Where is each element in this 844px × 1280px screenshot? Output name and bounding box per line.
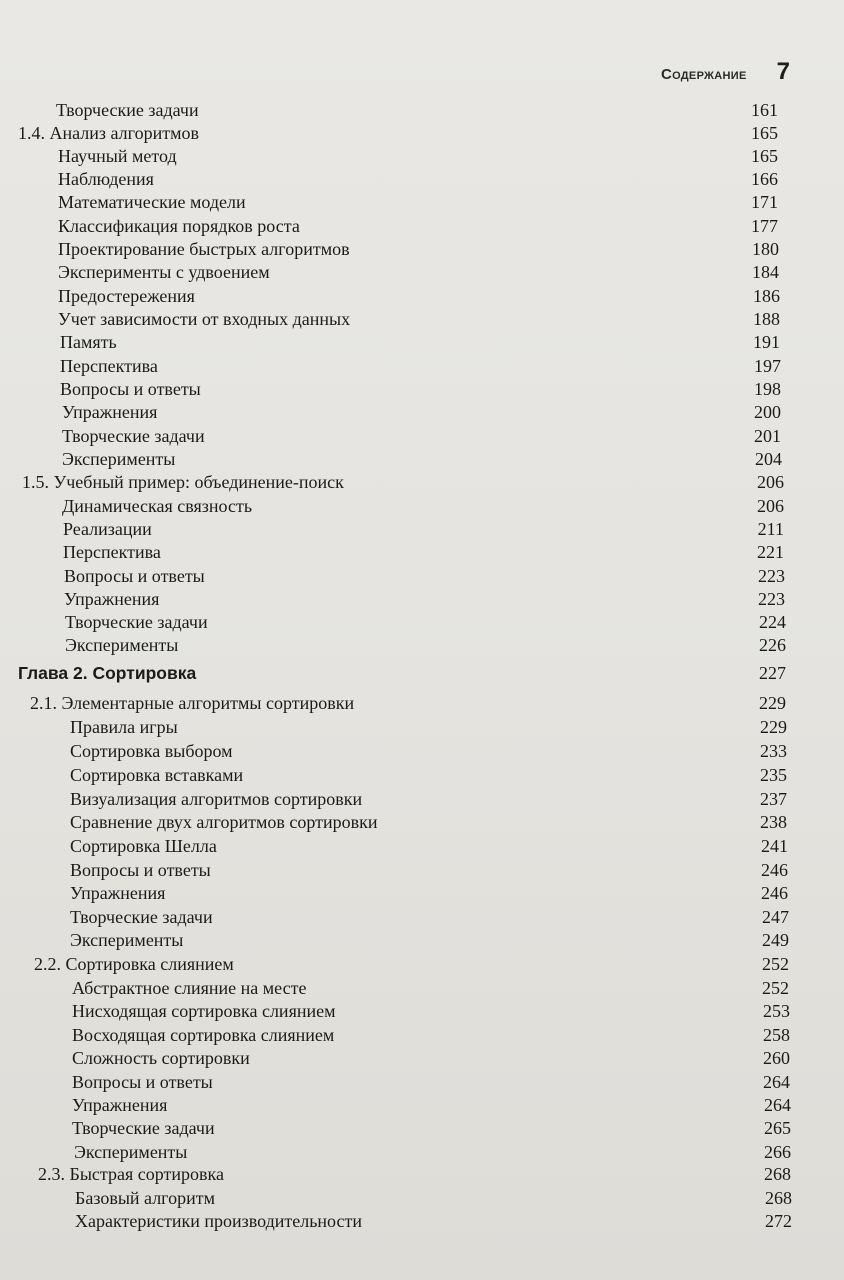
- toc-entry-title: Восходящая сортировка слиянием: [72, 1025, 335, 1045]
- toc-entry-page: 237: [760, 789, 787, 809]
- toc-entry-page: 268: [764, 1164, 791, 1184]
- toc-entry-page: 204: [755, 449, 782, 469]
- toc-entry-title: Классификация порядков роста: [58, 216, 300, 236]
- toc-entry-page: 229: [760, 717, 787, 737]
- toc-row: [0, 612, 844, 635]
- toc-row: [0, 1118, 844, 1141]
- toc-entry-page: 233: [760, 741, 787, 761]
- toc-row: [0, 717, 844, 740]
- toc-entry-title: Абстрактное слияние на месте: [72, 978, 307, 998]
- toc-row: [0, 216, 844, 239]
- toc-row: [0, 1164, 844, 1187]
- page-number: 7: [776, 58, 790, 85]
- toc-row: [0, 309, 844, 332]
- toc-entry-title: Упражнения: [62, 402, 158, 422]
- toc-row: [0, 192, 844, 215]
- toc-entry-title: Эксперименты: [62, 449, 176, 469]
- toc-row: [0, 286, 844, 309]
- toc-entry-page: 252: [762, 978, 789, 998]
- toc-entry-title: 2.3. Быстрая сортировка: [38, 1164, 224, 1184]
- toc-entry-title: Характеристики производительности: [75, 1211, 362, 1231]
- toc-entry-page: 200: [754, 402, 781, 422]
- toc-entry-page: 165: [751, 146, 778, 166]
- toc-row: [0, 542, 844, 565]
- toc-entry-page: 180: [752, 239, 779, 259]
- toc-entry-page: 264: [764, 1095, 791, 1115]
- toc-entry-title: Учет зависимости от входных данных: [58, 309, 351, 329]
- toc-entry-title: Перспектива: [60, 356, 158, 376]
- toc-row: [0, 1211, 844, 1234]
- toc-entry-page: 227: [759, 663, 786, 683]
- toc-entry-page: 246: [761, 860, 788, 880]
- toc-row: [0, 978, 844, 1001]
- toc-entry-page: 166: [751, 169, 778, 189]
- toc-entry-title: Творческие задачи: [62, 426, 205, 446]
- toc-row: [0, 765, 844, 788]
- toc-entry-page: 264: [763, 1072, 790, 1092]
- toc-row: [0, 954, 844, 977]
- toc-row: [0, 589, 844, 612]
- toc-entry-title: Эксперименты: [65, 635, 179, 655]
- toc-entry-title: Научный метод: [58, 146, 177, 166]
- toc-entry-title: Сложность сортировки: [72, 1048, 250, 1068]
- toc-entry-title: Наблюдения: [58, 169, 154, 189]
- toc-entry-page: 206: [757, 472, 784, 492]
- toc-entry-page: 191: [753, 332, 780, 352]
- toc-entry-page: 188: [753, 309, 780, 329]
- toc-entry-title: Проектирование быстрых алгоритмов: [58, 239, 350, 259]
- toc-entry-title: Правила игры: [70, 717, 178, 737]
- toc-entry-title: Базовый алгоритм: [75, 1188, 216, 1208]
- toc-entry-page: 249: [762, 930, 789, 950]
- toc-entry-title: Динамическая связность: [62, 496, 253, 516]
- toc-entry-title: Эксперименты: [74, 1142, 188, 1162]
- toc-entry-page: 238: [760, 812, 787, 832]
- toc-entry-title: Память: [60, 332, 117, 352]
- toc-entry-page: 241: [761, 836, 788, 856]
- toc-entry-page: 221: [757, 542, 784, 562]
- toc-row: [0, 379, 844, 402]
- toc-entry-page: 260: [763, 1048, 790, 1068]
- toc-row: [0, 663, 844, 686]
- toc-entry-title: 1.4. Анализ алгоритмов: [18, 123, 199, 143]
- toc-entry-page: 246: [761, 883, 788, 903]
- toc-entry-page: 177: [751, 216, 778, 236]
- toc-entry-title: Творческие задачи: [56, 100, 199, 120]
- toc-entry-page: 223: [758, 589, 785, 609]
- toc-entry-page: 161: [751, 100, 778, 120]
- toc-row: [0, 169, 844, 192]
- toc-entry-page: 165: [751, 123, 778, 143]
- toc-entry-title: Предостережения: [58, 286, 195, 306]
- toc-entry-page: 223: [758, 566, 785, 586]
- toc-row: [0, 693, 844, 716]
- toc-row: [0, 930, 844, 953]
- toc-entry-title: 1.5. Учебный пример: объединение-поиск: [22, 472, 344, 492]
- toc-entry-page: 247: [762, 907, 789, 927]
- table-of-contents: [0, 100, 844, 1231]
- toc-entry-title: 2.1. Элементарные алгоритмы сортировки: [30, 693, 355, 713]
- toc-entry-title: 2.2. Сортировка слиянием: [34, 954, 234, 974]
- toc-row: [0, 472, 844, 495]
- toc-entry-title: Вопросы и ответы: [72, 1072, 213, 1092]
- toc-entry-title: Математические модели: [58, 192, 246, 212]
- toc-entry-page: 266: [764, 1142, 791, 1162]
- toc-row: [0, 1025, 844, 1048]
- running-head-title: Содержание: [660, 66, 747, 83]
- toc-entry-title: Упражнения: [64, 589, 160, 609]
- toc-entry-page: 198: [754, 379, 781, 399]
- toc-entry-page: 272: [765, 1211, 792, 1231]
- toc-entry-title: Реализации: [63, 519, 152, 539]
- toc-row: [0, 812, 844, 835]
- toc-row: [0, 519, 844, 542]
- toc-entry-page: 211: [757, 519, 784, 539]
- toc-row: [0, 332, 844, 355]
- toc-entry-title: Вопросы и ответы: [60, 379, 201, 399]
- toc-row: [0, 1142, 844, 1165]
- running-head: [600, 58, 790, 88]
- toc-entry-title: Эксперименты с удвоением: [58, 262, 270, 282]
- toc-row: [0, 907, 844, 930]
- toc-row: [0, 426, 844, 449]
- toc-row: [0, 146, 844, 169]
- toc-entry-title: Нисходящая сортировка слиянием: [72, 1001, 336, 1021]
- toc-entry-page: 186: [753, 286, 780, 306]
- toc-entry-page: 201: [754, 426, 781, 446]
- toc-row: [0, 100, 844, 123]
- toc-entry-title: Визуализация алгоритмов сортировки: [70, 789, 363, 809]
- toc-row: [0, 449, 844, 472]
- toc-entry-title: Творческие задачи: [65, 612, 208, 632]
- toc-entry-title: Эксперименты: [70, 930, 184, 950]
- toc-row: [0, 123, 844, 146]
- toc-entry-page: 229: [759, 693, 786, 713]
- toc-entry-title: Упражнения: [70, 883, 166, 903]
- toc-entry-title: Вопросы и ответы: [70, 860, 211, 880]
- toc-entry-page: 265: [764, 1118, 791, 1138]
- toc-entry-title: Творческие задачи: [72, 1118, 215, 1138]
- toc-entry-title: Сортировка вставками: [70, 765, 244, 785]
- toc-row: [0, 789, 844, 812]
- toc-entry-page: 206: [757, 496, 784, 516]
- toc-entry-title: Творческие задачи: [70, 907, 213, 927]
- toc-entry-page: 235: [760, 765, 787, 785]
- toc-entry-title: Упражнения: [72, 1095, 168, 1115]
- toc-row: [0, 262, 844, 285]
- toc-row: [0, 402, 844, 425]
- toc-row: [0, 860, 844, 883]
- toc-entry-page: 197: [754, 356, 781, 376]
- toc-entry-title: Перспектива: [63, 542, 161, 562]
- toc-row: [0, 1188, 844, 1211]
- toc-row: [0, 635, 844, 658]
- toc-entry-title: Сортировка Шелла: [70, 836, 217, 856]
- toc-row: [0, 741, 844, 764]
- toc-entry-page: 184: [752, 262, 779, 282]
- toc-entry-page: 171: [751, 192, 778, 212]
- toc-entry-title: Сортировка выбором: [70, 741, 233, 761]
- toc-row: [0, 356, 844, 379]
- toc-entry-page: 268: [765, 1188, 792, 1208]
- toc-entry-page: 224: [759, 612, 786, 632]
- toc-row: [0, 1001, 844, 1024]
- toc-row: [0, 239, 844, 262]
- toc-entry-title: Сравнение двух алгоритмов сортировки: [70, 812, 378, 832]
- toc-row: [0, 836, 844, 859]
- toc-row: [0, 496, 844, 519]
- toc-entry-page: 253: [763, 1001, 790, 1021]
- toc-row: [0, 1048, 844, 1071]
- toc-row: [0, 1095, 844, 1118]
- toc-row: [0, 566, 844, 589]
- toc-entry-page: 226: [759, 635, 786, 655]
- toc-entry-page: 258: [763, 1025, 790, 1045]
- toc-row: [0, 1072, 844, 1095]
- toc-entry-title: Вопросы и ответы: [64, 566, 205, 586]
- toc-row: [0, 883, 844, 906]
- toc-entry-title: Глава 2. Сортировка: [18, 663, 197, 683]
- toc-entry-page: 252: [762, 954, 789, 974]
